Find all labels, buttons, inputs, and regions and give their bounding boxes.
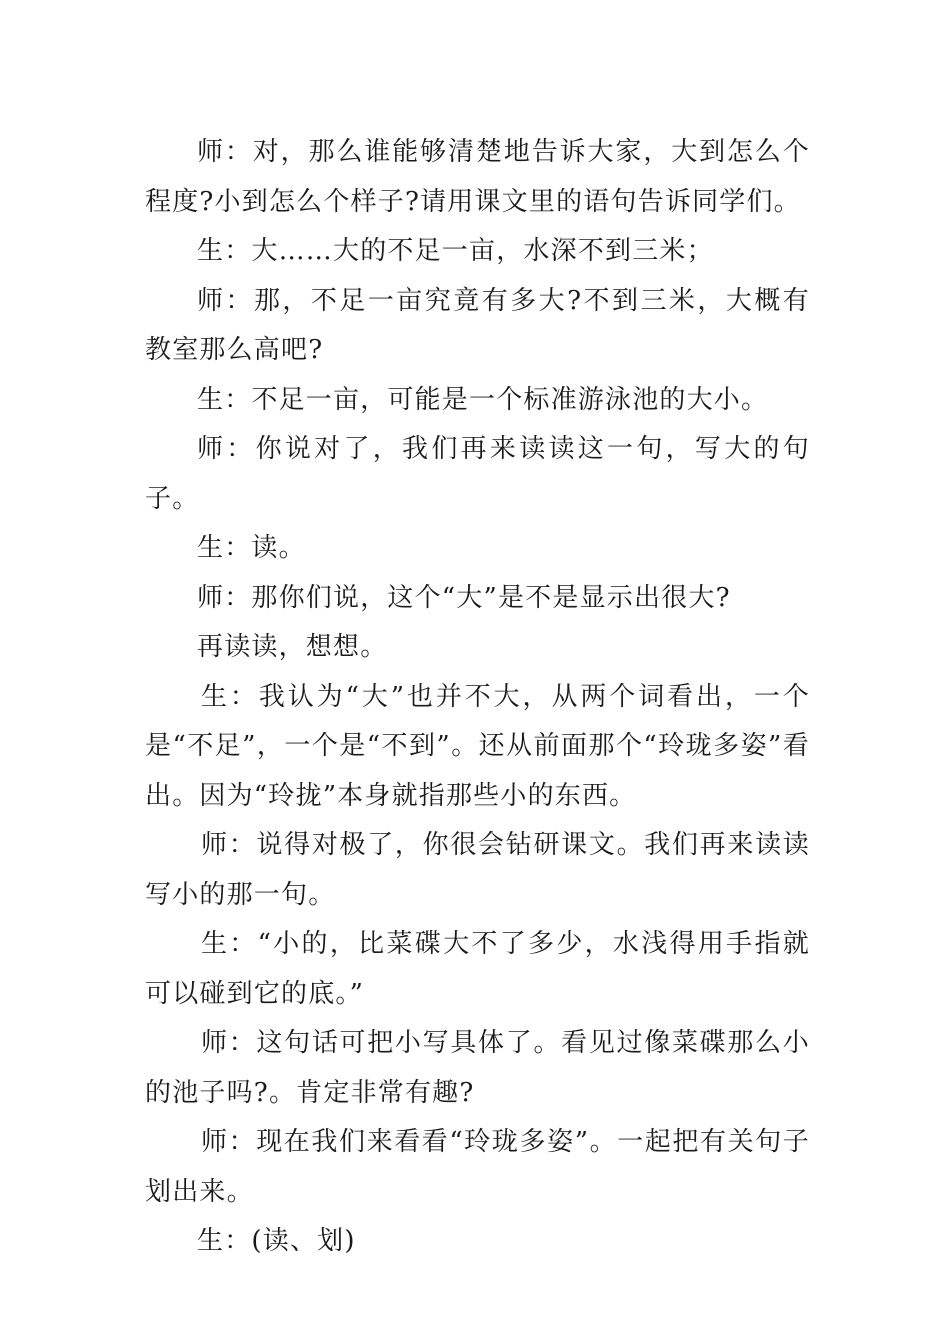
- paragraph: 再读读，想想。: [197, 632, 388, 662]
- paragraph: 生：我认为“大”也并不大，从两个词看出，一个是“不足”，一个是“不到”。还从前面那个“玲珑多姿”看出。因为“玲拢”本身就指那些小的东西。: [145, 681, 810, 811]
- paragraph: 生：(读、划): [197, 1226, 356, 1256]
- paragraph: 生：大……大的不足一亩，水深不到三米；: [197, 236, 714, 266]
- paragraph: 师：那你们说，这个“大”是不是显示出很大?: [197, 582, 731, 613]
- paragraph: 师：对，那么谁能够清楚地告诉大家，大到怎么个程度?小到怎么个样子?请用课文里的语句告诉同学们。: [145, 137, 810, 217]
- document-body: [145, 128, 810, 1267]
- paragraph: 生：“小的，比菜碟大不了多少，水浅得用手指就可以碰到它的底。”: [145, 929, 810, 1009]
- paragraph: 师：这句话可把小写具体了。看见过像菜碟那么小的池子吗?。肯定非常有趣?: [145, 1028, 810, 1108]
- paragraph: 师：你说对了，我们再来读读这一句，写大的句子。: [145, 434, 810, 514]
- paragraph: 师：说得对极了，你很会钻研课文。我们再来读读写小的那一句。: [145, 830, 810, 910]
- paragraph: 生：不足一亩，可能是一个标准游泳池的大小。: [197, 384, 769, 415]
- paragraph: 生：读。: [197, 533, 306, 563]
- paragraph: 师：那，不足一亩究竟有多大?不到三米，大概有教室那么高吧?: [145, 285, 810, 365]
- paragraph: 师：现在我们来看看“玲珑多姿”。一起把有关句子划出来。: [145, 1127, 810, 1207]
